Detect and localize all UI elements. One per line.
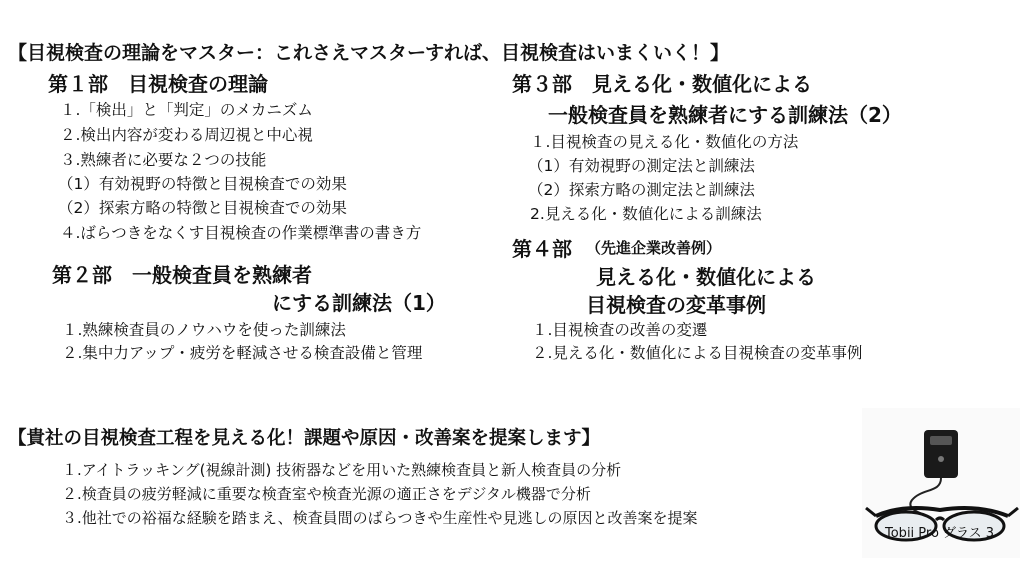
proposal-item-1: １.アイトラッキング(視線計測) 技術器などを用いた熟練検査員と新人検査員の分析: [62, 461, 622, 479]
part4-heading-note: （先進企業改善例）: [586, 239, 722, 257]
part4-heading-line2: 見える化・数値化による: [596, 265, 816, 289]
part1-item-2: ２.検出内容が変わる周辺視と中心視: [60, 126, 313, 144]
part3-heading-line1: 第３部 見える化・数値化による: [512, 72, 812, 96]
part1-item-5: （2）探索方略の特徴と目視検査での効果: [58, 199, 347, 217]
part3-item-4: 2.見える化・数値化による訓練法: [530, 205, 762, 223]
part1-item-3: ３.熟練者に必要な２つの技能: [60, 151, 267, 169]
proposal-item-3: ３.他社での裕福な経験を踏まえ、検査員間のばらつきや生産性や見逃しの原因と改善案を提案: [62, 509, 698, 527]
part3-item-1: １.目視検査の見える化・数値化の方法: [530, 133, 799, 151]
part4-item-1: １.目視検査の改善の変遷: [532, 321, 708, 339]
image-caption: Tobii Pro グラス 3: [885, 526, 995, 541]
part3-item-2: （1）有効視野の測定法と訓練法: [528, 157, 755, 175]
part1-item-1: １.「検出」と「判定」のメカニズム: [60, 101, 313, 119]
part1-item-4: （1）有効視野の特徴と目視検査での効果: [58, 175, 347, 193]
part3-heading-line2: 一般検査員を熟練者にする訓練法（2）: [548, 103, 902, 127]
part1-item-6: ４.ばらつきをなくす目視検査の作業標準書の書き方: [60, 224, 422, 242]
part2-heading-line2: にする訓練法（1）: [272, 291, 446, 315]
proposal-heading: 【貴社の目視検査工程を見える化！課題や原因・改善案を提案します】: [8, 428, 601, 449]
part3-item-3: （2）探索方略の測定法と訓練法: [528, 181, 755, 199]
page-title: 【目視検査の理論をマスター：これさえマスターすれば、目視検査はいまくいく！】: [8, 42, 730, 64]
part1-heading: 第１部 目視検査の理論: [48, 72, 268, 96]
proposal-item-2: ２.検査員の疲労軽減に重要な検査室や検査光源の適正さをデジタル機器で分析: [62, 485, 591, 503]
part4-item-2: ２.見える化・数値化による目視検査の変革事例: [532, 344, 863, 362]
part4-heading-line3: 目視検査の変革事例: [586, 293, 766, 317]
part2-heading-line1: 第２部 一般検査員を熟練者: [52, 263, 312, 287]
part4-heading-label: 第４部: [512, 237, 572, 261]
part2-item-2: ２.集中力アップ・疲労を軽減させる検査設備と管理: [62, 344, 423, 362]
part2-item-1: １.熟練検査員のノウハウを使った訓練法: [62, 321, 346, 339]
